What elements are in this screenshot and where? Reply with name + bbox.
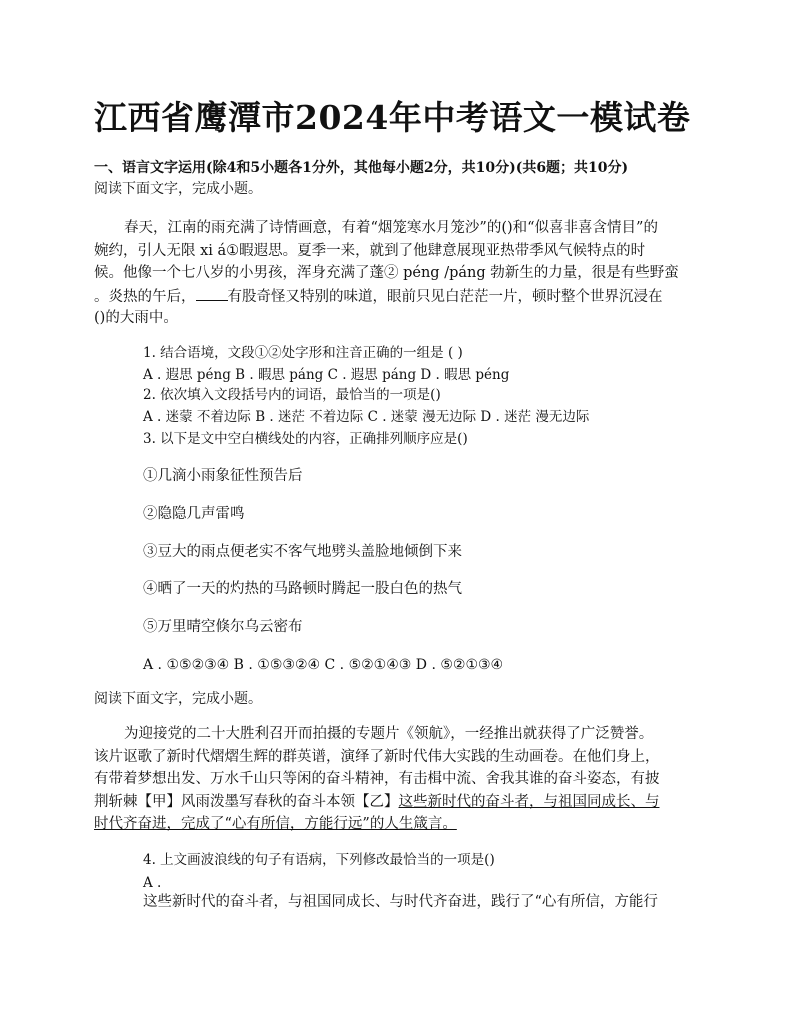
question-stem: 1. 结合语境，文段①②处字形和注音正确的一组是 ( ) <box>143 345 463 361</box>
order-item: ③豆大的雨点便老实不客气地劈头盖脸地倾倒下来 <box>143 544 462 560</box>
wavy-underlined-sentence: 这些新时代的奋斗者，与祖国同成长、与 <box>398 794 660 810</box>
order-item: ②隐隐几声雷鸣 <box>143 506 245 522</box>
passage-line: ()的大雨中。 <box>94 310 178 326</box>
question-options: A . 迷蒙 不着边际 B . 迷茫 不着边际 C . 迷蒙 漫无边际 D . 迷茫 漫无边际 <box>143 409 590 425</box>
passage-line: 该片讴歌了新时代熠熠生辉的群英谱，演绎了新时代伟大实践的生动画卷。在他们身上， <box>94 749 660 765</box>
passage-line: 为迎接党的二十大胜利召开而拍摄的专题片《领航》，一经推出就获得了广泛赞誉。 <box>124 726 654 742</box>
passage-line <box>94 792 660 812</box>
section-heading: 一、语言文字运用(除4和5小题各1分外，其他每小题2分，共10分)(共6题；共10分) <box>94 160 629 176</box>
read-prompt: 阅读下面文字，完成小题。 <box>94 691 262 707</box>
order-item: ④晒了一天的灼热的马路顿时腾起一股白色的热气 <box>143 581 462 597</box>
option-text: 这些新时代的奋斗者，与祖国同成长、与时代齐奋进，践行了“心有所信，方能行 <box>143 894 658 910</box>
question-stem: 2. 依次填入文段括号内的词语，最恰当的一项是() <box>143 387 441 403</box>
passage-line: 有带着梦想出发、万水千山只等闲的奋斗精神，有击楫中流、舍我其谁的奋斗姿态，有披 <box>94 771 660 787</box>
question-options: A . 遐思 péng B . 暇思 páng C . 遐思 páng D . 暇思 péng <box>143 367 510 383</box>
question-stem: 4. 上文画波浪线的句子有语病，下列修改最恰当的一项是() <box>143 852 495 868</box>
passage-line: 春天，江南的雨充满了诗情画意，有着“烟笼寒水月笼沙”的()和“似喜非喜含情目”的 <box>124 220 658 236</box>
wavy-underlined-sentence: 时代齐奋进，完成了“心有所信，方能行远”的人生箴言。 <box>94 816 457 832</box>
question-options: A . ①⑤②③④ B . ①⑤③②④ C . ⑤②①④③ D . ⑤②①③④ <box>143 657 504 673</box>
read-prompt: 阅读下面文字，完成小题。 <box>94 181 262 197</box>
question-stem: 3. 以下是文中空白横线处的内容，正确排列顺序应是() <box>143 431 468 447</box>
passage-line: 候。他像一个七八岁的小男孩，浑身充满了蓬② péng /páng 勃新生的力量，很是有些野蛮 <box>94 265 679 281</box>
option-label: A . <box>143 875 162 891</box>
page-title: 江西省鹰潭市2024年中考语文一模试卷 <box>94 98 691 137</box>
fill-blank <box>196 286 228 301</box>
passage-line: 婉约，引人无限 xi á①暇遐思。夏季一来，就到了他肆意展现亚热带季风气候特点的时 <box>94 243 646 259</box>
passage-text: 有股奇怪又特别的味道，眼前只见白茫茫一片，顿时整个世界沉浸在 <box>227 289 663 305</box>
order-item: ⑤万里晴空倏尔乌云密布 <box>143 619 303 635</box>
passage-text: 。炎热的午后， <box>94 289 196 305</box>
order-item: ①几滴小雨象征性预告后 <box>143 468 303 484</box>
passage-text: 荆斩棘【甲】风雨泼墨写春秋的奋斗本领【乙】 <box>94 794 399 810</box>
passage-line <box>94 286 663 307</box>
